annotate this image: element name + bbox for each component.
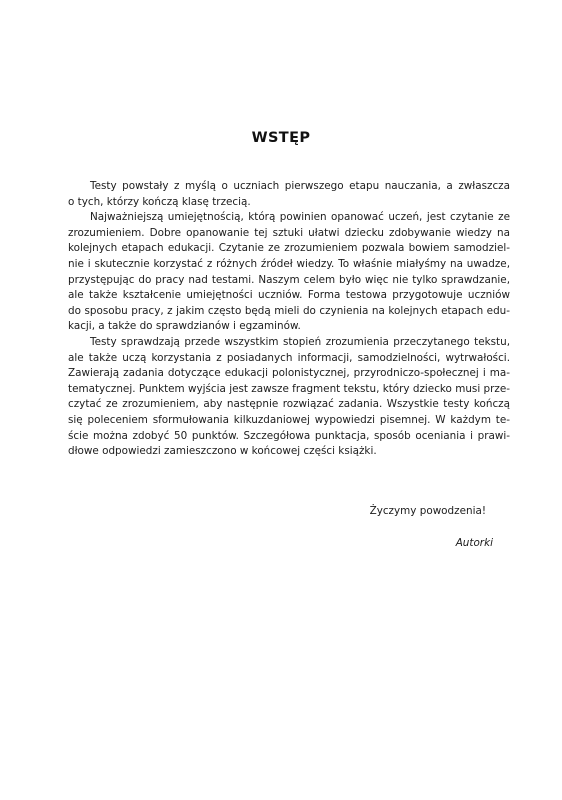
paragraph-2-line-1: Najważniejszą umiejętnością, którą powinien opanować uczeń, jest czytanie ze xyxy=(90,211,510,224)
paragraph-2-line-3: kolejnych etapach edukacji. Czytanie ze zrozumieniem pozwala bowiem samodziel- xyxy=(68,242,510,255)
signature: Autorki xyxy=(455,537,493,549)
paragraph-2-line-2: zrozumieniem. Dobre opanowanie tej sztuki ułatwi dziecku zdobywanie wiedzy na xyxy=(68,226,510,239)
paragraph-2-line-4: nie i skutecznie korzystać z różnych źródeł wiedzy. To właśnie miałyśmy na uwadze, xyxy=(68,257,510,270)
paragraph-3-line-4: tematycznej. Punktem wyjścia jest zawsze fragment tekstu, który dziecko musi prze- xyxy=(68,382,510,395)
paragraph-1-line-2: o tych, którzy kończą klasę trzecią. xyxy=(68,195,251,208)
closing-line: Życzymy powodzenia! xyxy=(369,505,486,517)
paragraph-2-line-5: przystępując do pracy nad testami. Naszym celem było więc nie tylko sprawdzanie, xyxy=(68,273,510,286)
paragraph-2-line-6: ale także kształcenie umiejętności uczniów. Forma testowa przygotowuje uczniów xyxy=(68,289,510,302)
paragraph-3-line-1: Testy sprawdzają przede wszystkim stopień zrozumienia przeczytanego tekstu, xyxy=(90,335,510,348)
paragraph-3-line-8: dłowe odpowiedzi zamieszczono w końcowej części książki. xyxy=(68,445,377,458)
paragraph-3-line-7: ście można zdobyć 50 punktów. Szczegółowa punktacja, sposób oceniania i prawi- xyxy=(68,429,510,442)
paragraph-1-line-1: Testy powstały z myślą o uczniach pierwszego etapu nauczania, a zwłaszcza xyxy=(90,180,510,192)
body-text xyxy=(68,179,510,460)
paragraph-2-line-8: kacji, a także do sprawdzianów i egzaminów. xyxy=(68,320,301,333)
paragraph-3-line-3: Zawierają zadania dotyczące edukacji polonistycznej, przyrodniczo-społecznej i ma- xyxy=(68,367,510,380)
paragraph-3-line-6: się poleceniem sformułowania kilkuzdaniowej wypowiedzi pisemnej. W każdym te- xyxy=(68,413,510,426)
paragraph-3-line-2: ale także uczą korzystania z posiadanych informacji, samodzielności, wytrwałości. xyxy=(68,351,510,364)
page-title: WSTĘP xyxy=(251,130,311,146)
paragraph-3-line-5: czytać ze zrozumieniem, aby następnie rozwiązać zadania. Wszystkie testy kończą xyxy=(68,398,510,411)
paragraph-2-line-7: do sposobu pracy, z jakim często będą mieli do czynienia na kolejnych etapach edu- xyxy=(68,304,510,317)
